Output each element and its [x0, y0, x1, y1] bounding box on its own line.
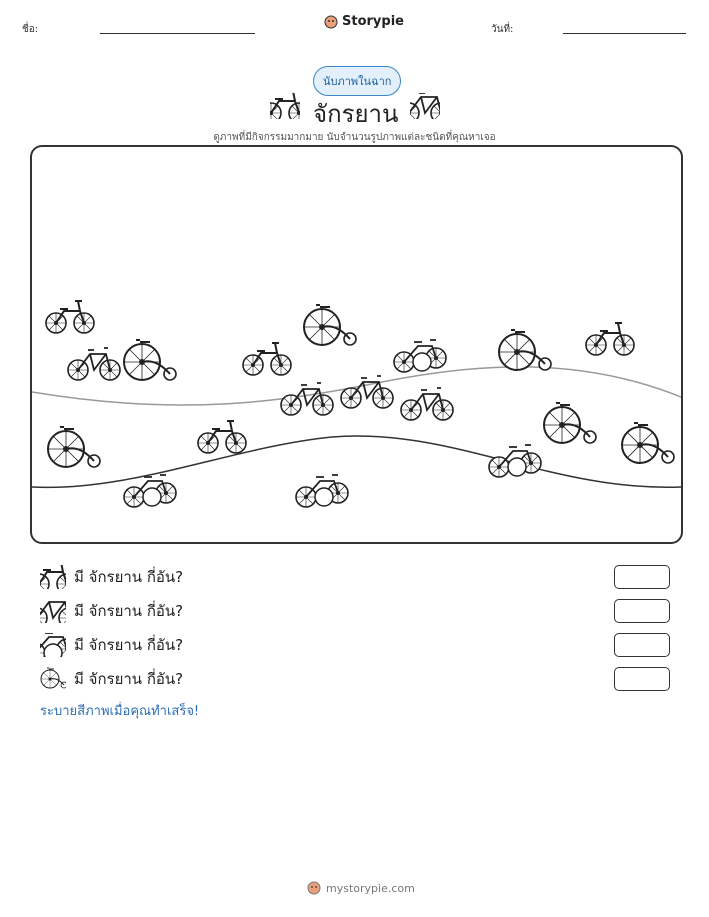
balance-bike — [586, 323, 634, 355]
bicycle-icon — [410, 93, 440, 119]
tricycle — [124, 475, 176, 507]
tricycle — [394, 340, 446, 372]
bicycle-icon — [40, 599, 66, 623]
name-field[interactable] — [100, 33, 255, 34]
question-row — [40, 560, 670, 594]
scene-illustration — [32, 147, 681, 542]
question-row — [40, 628, 670, 662]
question-text: มี จักรยาน กี่อัน? — [74, 602, 184, 620]
counting-scene — [30, 145, 683, 544]
penny-farthing — [304, 305, 356, 345]
balance-bike-icon — [270, 93, 300, 119]
answer-box[interactable] — [614, 633, 670, 657]
question-row — [40, 662, 670, 696]
tricycle-icon — [40, 633, 66, 657]
balance-bike-icon — [40, 565, 66, 589]
brand-name: Storypie — [342, 14, 404, 29]
question-row — [40, 594, 670, 628]
answer-box[interactable] — [614, 667, 670, 691]
activity-badge: นับภาพในฉาก — [313, 66, 401, 96]
question-text: มี จักรยาน กี่อัน? — [74, 568, 184, 586]
question-text: มี จักรยาน กี่อัน? — [74, 670, 184, 688]
page-title: จักรยาน — [313, 100, 399, 128]
balance-bike — [243, 343, 291, 375]
date-field[interactable] — [563, 33, 686, 34]
instructions: ดูภาพที่มีกิจกรรมมากมาย นับจำนวนรูปภาพแต่ละชนิดที่คุณหาเจอ — [213, 132, 496, 143]
penny-farthing-icon — [40, 667, 66, 691]
bicycle — [401, 388, 453, 420]
penny-farthing — [124, 340, 176, 380]
footer — [307, 881, 415, 895]
answer-box[interactable] — [614, 599, 670, 623]
tricycle — [489, 445, 541, 477]
penny-farthing — [48, 427, 100, 467]
bicycle — [281, 383, 333, 415]
questions-list — [40, 560, 670, 696]
penny-farthing — [499, 330, 551, 370]
bicycle — [68, 348, 120, 380]
balance-bike — [198, 421, 246, 453]
question-text: มี จักรยาน กี่อัน? — [74, 636, 184, 654]
name-label: ชื่อ: — [22, 24, 39, 35]
footer-url[interactable]: mystorypie.com — [326, 881, 415, 895]
coloring-note: ระบายสีภาพเมื่อคุณทำเสร็จ! — [40, 704, 200, 719]
date-label: วันที่: — [491, 24, 514, 35]
brand-logo — [324, 14, 404, 29]
answer-box[interactable] — [614, 565, 670, 589]
penny-farthing — [544, 403, 596, 443]
storypie-logo-icon — [307, 881, 321, 895]
penny-farthing — [622, 423, 674, 463]
tricycle — [296, 475, 348, 507]
balance-bike — [46, 301, 94, 333]
storypie-logo-icon — [324, 15, 338, 29]
